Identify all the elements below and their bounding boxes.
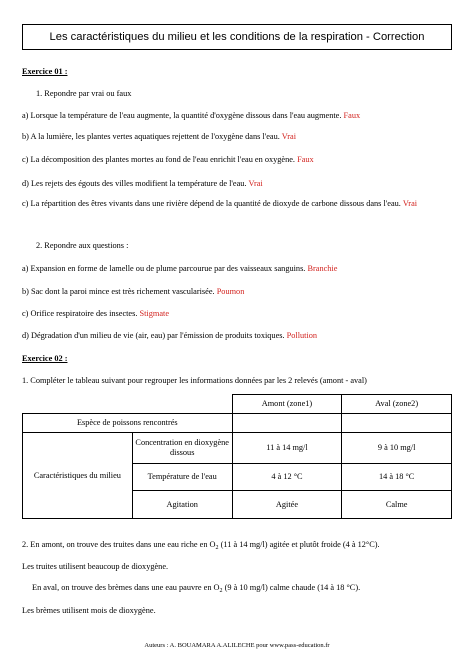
table-cell-empty	[232, 414, 342, 433]
table-row	[23, 433, 452, 464]
table-row	[23, 414, 452, 433]
table-cell: 9 à 10 mg/l	[342, 433, 452, 464]
page-title	[22, 24, 452, 50]
true-false-item-c: c) La décomposition des plantes mortes au fond de l'eau enrichit l'eau en oxygène. Faux	[22, 155, 314, 164]
row-label: Température de l'eau	[132, 464, 232, 491]
row-label: Agitation	[132, 491, 232, 519]
true-false-item-e: c) La répartition des êtres vivants dans une rivière dépend de la quantité de dioxyde de carbone dissous dans l'eau. Vrai	[22, 199, 418, 208]
table-cell-empty	[342, 414, 452, 433]
answer-label: Vrai	[402, 199, 418, 208]
column-header-aval: Aval (zone2)	[342, 395, 452, 414]
comparison-table	[22, 394, 452, 519]
question-item-a: a) Expansion en forme de lamelle ou de plume parcourue par des vaisseaux sanguins. Branchie	[22, 264, 338, 273]
answer-paragraph-3: En aval, on trouve des brèmes dans une eau pauvre en $O_2$ (9 à 10 mg/l) calme chaude (14 à 18 °C).	[32, 583, 361, 594]
row-label-espece: Espèce de poissons rencontrés	[23, 414, 233, 433]
table-corner-cell	[23, 395, 233, 414]
question-item-c: c) Orifice respiratoire des insectes. Stigmate	[22, 309, 169, 318]
answer-label: Pollution	[286, 331, 318, 340]
true-false-item-b: b) A la lumière, les plantes vertes aquatiques rejettent de l'oxygène dans l'eau. Vrai	[22, 132, 296, 141]
table-cell: 4 à 12 °C	[232, 464, 342, 491]
exercise1-heading: Exercice 01 :	[22, 67, 68, 76]
answer-label: Faux	[343, 111, 361, 120]
exercise1-part1-title: 1. Repondre par vrai ou faux	[36, 89, 132, 98]
exercise1-part2-title: 2. Repondre aux questions :	[36, 241, 129, 250]
table-cell: Calme	[342, 491, 452, 519]
table-cell: Agitée	[232, 491, 342, 519]
true-false-item-d: d) Les rejets des égouts des villes modifient la température de l'eau. Vrai	[22, 179, 263, 188]
question-item-d: d) Dégradation d'un milieu de vie (air, eau) par l'émission de produits toxiques. Pollution	[22, 331, 318, 340]
answer-label: Poumon	[216, 287, 245, 296]
table-header-row	[23, 395, 452, 414]
row-label: Concentration en dioxygène dissous	[132, 433, 232, 464]
answer-label: Faux	[297, 155, 314, 164]
answer-label: Vrai	[248, 179, 263, 188]
page-title-text: Les caractéristiques du milieu et les conditions de la respiration - Correction	[49, 31, 425, 43]
answer-label: Stigmate	[139, 309, 169, 318]
answer-label: Branchie	[307, 264, 338, 273]
answer-paragraph-4: Les brèmes utilisent mois de dioxygène.	[22, 606, 156, 615]
column-header-amont: Amont (zone1)	[232, 395, 342, 414]
answer-paragraph-2: Les truites utilisent beaucoup de dioxygène.	[22, 562, 169, 571]
table-cell: 14 à 18 °C	[342, 464, 452, 491]
group-label-caracteristiques: Caractéristiques du milieu	[23, 433, 133, 519]
footer-credits: Auteurs : A. BOUAMARA A.ALILECHE pour www.pass-education.fr	[144, 642, 330, 649]
exercise2-heading: Exercice 02 :	[22, 354, 68, 363]
question-item-b: b) Sac dont la paroi mince est très richement vascularisée. Poumon	[22, 287, 245, 296]
answer-label: Vrai	[281, 132, 296, 141]
true-false-item-a: a) Lorsque la température de l'eau augmente, la quantité d'oxygène dissous dans l'eau augmente. Faux	[22, 111, 361, 120]
table-cell: 11 à 14 mg/l	[232, 433, 342, 464]
answer-paragraph-1: 2. En amont, on trouve des truites dans une eau riche en $O_2$ (11 à 14 mg/l) agitée et plutôt froide (4 à 12°C).	[22, 540, 380, 551]
exercise2-instruction: 1. Compléter le tableau suivant pour regrouper les informations données par les 2 relevés (amont - aval)	[22, 376, 367, 385]
